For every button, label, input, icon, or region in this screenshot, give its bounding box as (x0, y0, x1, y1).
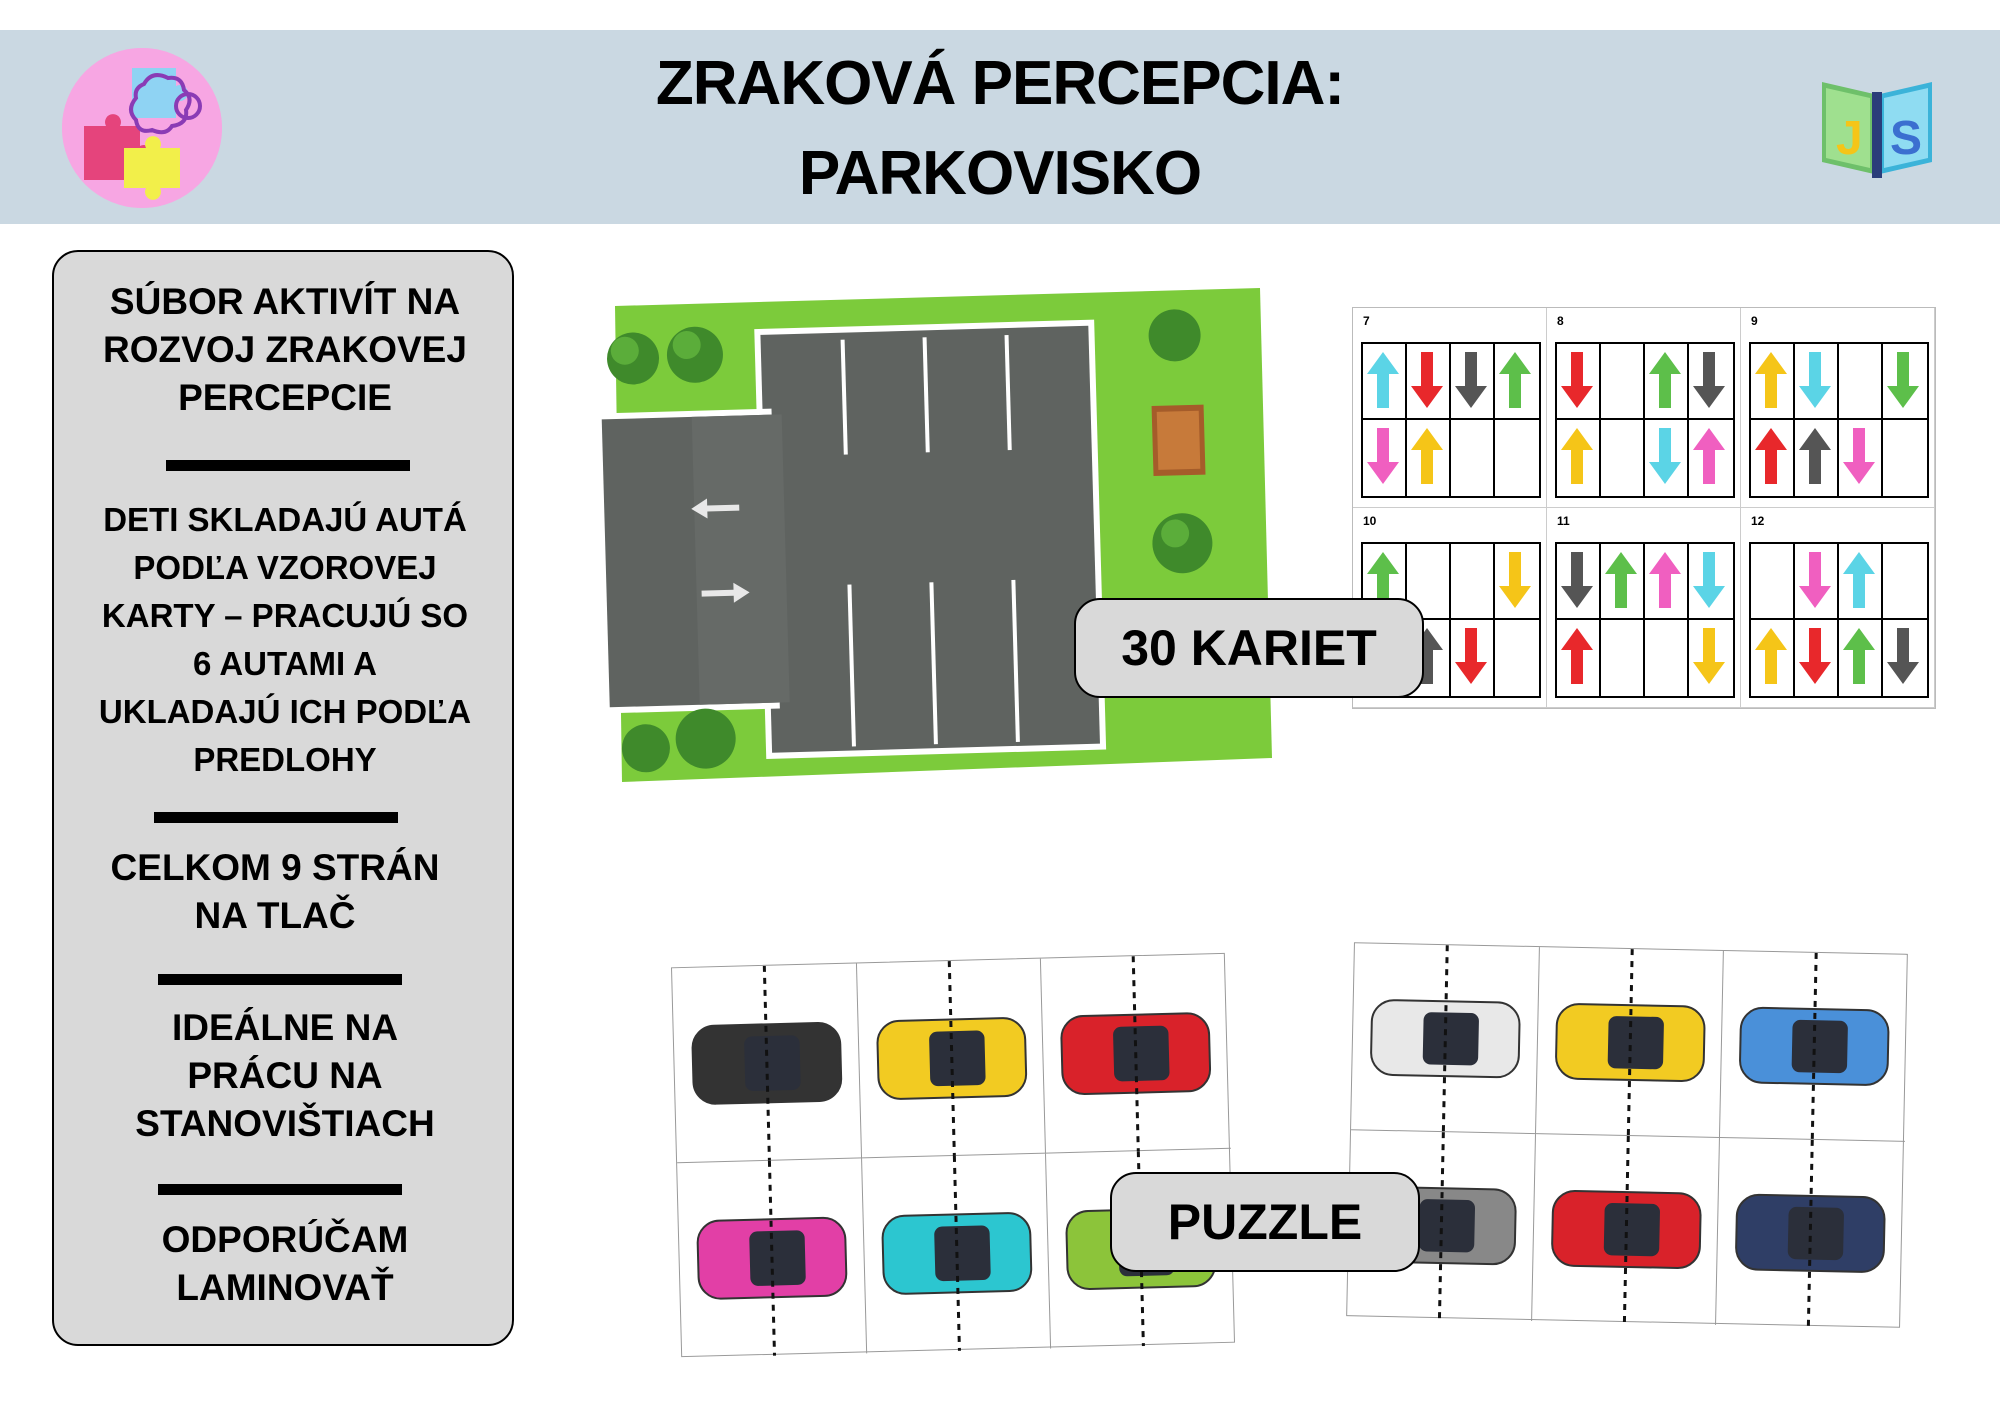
card-cell (1601, 620, 1645, 696)
sidebar-line: NA TLAČ (194, 895, 356, 936)
info-sidebar (52, 250, 514, 1346)
card-cell (1751, 544, 1795, 620)
arrow-up-icon (1407, 420, 1447, 492)
card-cell (1689, 420, 1733, 496)
sidebar-line: 6 AUTAMI A (193, 645, 377, 682)
card-cell (1451, 620, 1495, 696)
puzzle-piece (1532, 1134, 1721, 1325)
card-cell (1407, 344, 1451, 420)
arrow-up-icon (1557, 620, 1597, 692)
card-cell (1495, 420, 1539, 496)
card-cell (1839, 620, 1883, 696)
car-icon (1041, 954, 1231, 1154)
card-number: 11 (1557, 514, 1570, 528)
puzzle-piece (1041, 954, 1231, 1154)
card-grid (1361, 342, 1541, 498)
card-cell (1645, 620, 1689, 696)
car-icon (1351, 943, 1540, 1134)
arrow-up-icon (1601, 544, 1641, 616)
puzzle-badge: PUZZLE (1110, 1172, 1420, 1272)
card-cell (1363, 344, 1407, 420)
card-cell (1795, 544, 1839, 620)
arrow-down-icon (1451, 620, 1491, 692)
card-cell (1495, 544, 1539, 620)
arrow-down-icon (1451, 344, 1491, 416)
arrow-up-icon (1751, 620, 1791, 692)
card-cell (1495, 344, 1539, 420)
card-cell (1883, 620, 1927, 696)
arrow-up-icon (1645, 344, 1685, 416)
arrow-up-icon (1751, 344, 1791, 416)
card-cell (1689, 344, 1733, 420)
sidebar-line: KARTY – PRACUJÚ SO (101, 597, 469, 634)
arrow-up-icon (1645, 544, 1685, 616)
card-number: 7 (1363, 314, 1370, 328)
card-cell (1883, 544, 1927, 620)
sidebar-text-block5 (54, 1216, 516, 1312)
puzzle-piece (1351, 943, 1540, 1134)
puzzle-piece (1536, 947, 1725, 1138)
sidebar-line: IDEÁLNE NA (171, 1007, 399, 1048)
arrow-down-icon (1795, 620, 1835, 692)
card-cell (1557, 420, 1601, 496)
sidebar-line: CELKOM 9 STRÁN (110, 847, 440, 888)
car-icon (1720, 951, 1909, 1142)
card-cell (1601, 544, 1645, 620)
card-cell (1363, 420, 1407, 496)
sidebar-text-block3 (44, 844, 506, 940)
card-cell (1601, 344, 1645, 420)
cards-count-badge: 30 KARIET (1074, 598, 1424, 698)
sidebar-line: ROZVOJ ZRAKOVEJ (103, 329, 467, 370)
arrow-card (1741, 508, 1935, 708)
car-icon (857, 959, 1047, 1159)
car-icon (1536, 947, 1725, 1138)
sidebar-line: SÚBOR AKTIVÍT NA (109, 281, 461, 322)
card-cell (1495, 620, 1539, 696)
card-cell (1645, 544, 1689, 620)
card-cell (1795, 420, 1839, 496)
arrow-card (1547, 508, 1741, 708)
card-cell (1795, 620, 1839, 696)
car-icon (1532, 1134, 1721, 1325)
sidebar-text-block2 (54, 496, 516, 784)
divider (158, 974, 402, 985)
card-number: 12 (1751, 514, 1765, 528)
card-number: 10 (1363, 514, 1377, 528)
card-cell (1601, 420, 1645, 496)
sidebar-text-block1 (54, 278, 516, 422)
car-icon (1716, 1138, 1905, 1329)
card-cell (1645, 420, 1689, 496)
sidebar-line: DETI SKLADAJÚ AUTÁ (103, 501, 467, 538)
arrow-up-icon (1751, 420, 1791, 492)
arrow-card (1353, 308, 1547, 508)
parking-lot-board (600, 282, 1280, 787)
arrow-up-icon (1363, 344, 1403, 416)
card-cell (1751, 344, 1795, 420)
arrow-down-icon (1839, 420, 1879, 492)
card-grid (1555, 542, 1735, 698)
card-cell (1451, 420, 1495, 496)
sidebar-line: LAMINOVAŤ (176, 1267, 394, 1308)
arrow-down-icon (1557, 544, 1597, 616)
arrow-down-icon (1557, 344, 1597, 416)
arrow-down-icon (1883, 344, 1923, 416)
card-cell (1839, 544, 1883, 620)
arrow-up-icon (1557, 420, 1597, 492)
arrow-down-icon (1883, 620, 1923, 692)
sidebar-line: ODPORÚČAM (161, 1219, 409, 1260)
arrow-card (1741, 308, 1935, 508)
sidebar-line: STANOVIŠTIACH (135, 1103, 435, 1144)
card-cell (1883, 420, 1927, 496)
arrow-down-icon (1407, 344, 1447, 416)
puzzle-sheet-left (671, 953, 1235, 1357)
card-cell (1689, 620, 1733, 696)
car-icon (677, 1158, 867, 1358)
card-cell (1407, 420, 1451, 496)
card-cell (1751, 420, 1795, 496)
page-title-line2: PARKOVISKO (798, 139, 1202, 208)
card-cell (1795, 344, 1839, 420)
card-cell (1645, 344, 1689, 420)
puzzle-piece (857, 959, 1047, 1159)
arrow-up-icon (1839, 544, 1879, 616)
car-icon (672, 963, 862, 1163)
puzzle-piece (672, 963, 862, 1163)
sidebar-line: PREDLOHY (193, 741, 377, 778)
sidebar-line: PODĽA VZOROVEJ (133, 549, 437, 586)
page-title-line1: ZRAKOVÁ PERCEPCIA: (655, 49, 1345, 118)
sidebar-text-block4 (54, 1004, 516, 1148)
arrow-down-icon (1795, 544, 1835, 616)
divider (154, 812, 398, 823)
arrow-down-icon (1689, 620, 1729, 692)
card-grid (1555, 342, 1735, 498)
card-cell (1839, 344, 1883, 420)
puzzle-sheet-right (1346, 942, 1908, 1328)
card-number: 8 (1557, 314, 1564, 328)
card-cell (1451, 544, 1495, 620)
arrow-down-icon (1689, 544, 1729, 616)
arrow-up-icon (1495, 344, 1535, 416)
svg-text:S: S (1890, 112, 1923, 165)
arrow-down-icon (1495, 544, 1535, 616)
card-cell (1557, 620, 1601, 696)
puzzle-piece (677, 1158, 867, 1358)
puzzle-piece (1720, 951, 1909, 1142)
card-grid (1749, 342, 1929, 498)
card-cell (1451, 344, 1495, 420)
sidebar-line: PRÁCU NA (187, 1055, 383, 1096)
arrow-up-icon (1795, 420, 1835, 492)
card-grid (1749, 542, 1929, 698)
arrow-card (1547, 308, 1741, 508)
card-cell (1883, 344, 1927, 420)
arrow-down-icon (1795, 344, 1835, 416)
svg-text:J: J (1836, 112, 1863, 165)
divider (166, 460, 410, 471)
car-icon (862, 1154, 1052, 1354)
card-cell (1557, 344, 1601, 420)
arrow-up-icon (1839, 620, 1879, 692)
card-cell (1839, 420, 1883, 496)
arrow-down-icon (1645, 420, 1685, 492)
arrow-cards-sheet (1352, 307, 1936, 709)
arrow-down-icon (1689, 344, 1729, 416)
puzzle-piece (1716, 1138, 1905, 1329)
arrow-up-icon (1689, 420, 1729, 492)
sidebar-line: UKLADAJÚ ICH PODĽA (98, 693, 472, 730)
card-cell (1751, 620, 1795, 696)
card-number: 9 (1751, 314, 1758, 328)
card-cell (1557, 544, 1601, 620)
sidebar-line: PERCEPCIE (178, 377, 392, 418)
puzzle-piece (862, 1154, 1052, 1354)
divider (158, 1184, 402, 1195)
arrow-down-icon (1363, 420, 1403, 492)
card-cell (1689, 544, 1733, 620)
